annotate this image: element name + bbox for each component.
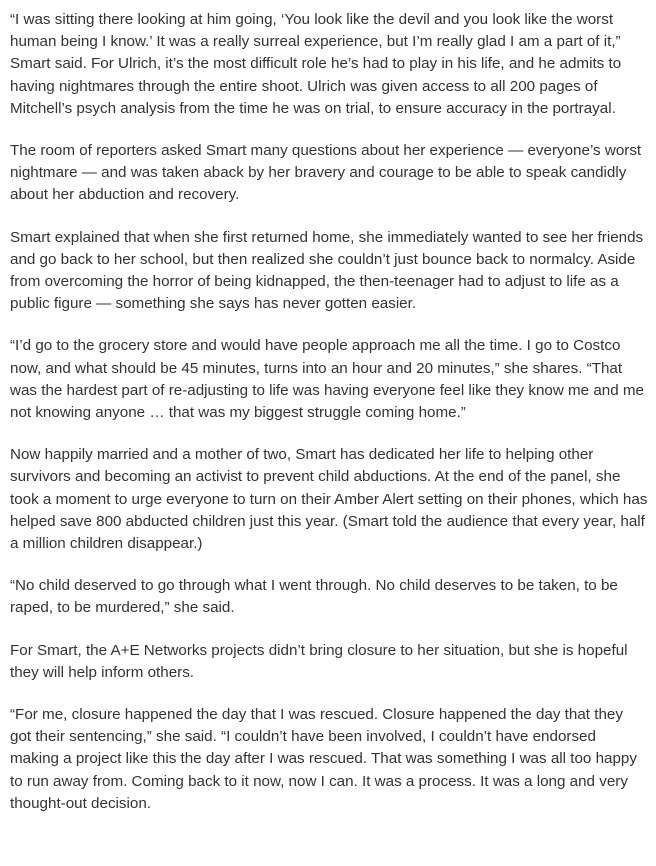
article-paragraph: “For me, closure happened the day that I was rescued. Closure happened the day that they got their sentencing,” she said. “I couldn’t have been involved, I couldn’t have endorsed making a project like this the day after I was rescued. That was something I was all too happy to run away from. Coming back to it now, now I can. It was a process. It was a long and very thought-out decision. (10, 706, 637, 812)
article-paragraph: For Smart, the A+E Networks projects didn’t bring closure to her situation, but she is hopeful they will help inform others. (10, 641, 628, 681)
article-paragraph: “I’d go to the grocery store and would have people approach me all the time. I go to Costco now, and what should be 45 minutes, turns into an hour and 20 minutes,” she shares. “That was the hardest part of re-adjusting to life was having everyone feel like they know me and me not knowing anyone … that was my biggest struggle coming home.” (10, 337, 644, 422)
article-paragraph: Smart explained that when she first returned home, she immediately wanted to see her friends and go back to her school, but then realized she couldn’t just bounce back to normalcy. Aside from overcoming the horror of being kidnapped, the then-teenager had to adjust to life as a public figure — something she says has never gotten easier. (10, 228, 644, 313)
article-paragraph: Now happily married and a mother of two, Smart has dedicated her life to helping other survivors and becoming an activist to prevent child abductions. At the end of the panel, she took a moment to urge everyone to turn on their Amber Alert setting on their phones, which has helped save 800 abducted children just this year. (Smart told the audience that every year, half a million children disappear.) (10, 446, 648, 553)
article-paragraph: “No child deserved to go through what I went through. No child deserves to be taken, to be raped, to be murdered,” she said. (10, 577, 618, 617)
article-paragraph: The room of reporters asked Smart many questions about her experience — everyone’s worst nightmare — and was taken aback by her bravery and courage to be able to speak candidly about her abduction and recovery. (10, 142, 642, 204)
article-paragraph: “I was sitting there looking at him going, ‘You look like the devil and you look like the worst human being I know.’ It was a really surreal experience, but I’m really glad I am a part of it,” Smart said. For Ulrich, it’s the most difficult role he’s had to play in his life, and he admits to having nightmares through the entire shoot. Ulrich was given access to all 200 pages of Mitchell’s psych analysis from the time he was on trial, to ensure accuracy in the portrayal. (10, 11, 622, 117)
